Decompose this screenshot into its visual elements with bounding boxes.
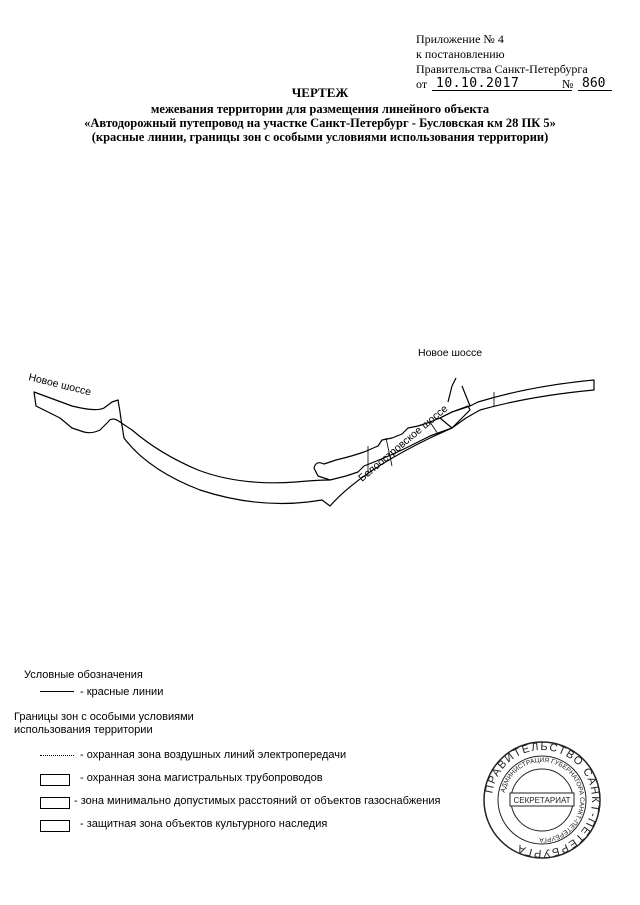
label-beloostrovskoe-shosse: Белоостровское шоссе	[356, 402, 451, 485]
stamp-outer-text-path: ПРАВИТЕЛЬСТВО САНКТ-ПЕТЕРБУРГА	[483, 740, 602, 860]
official-stamp	[482, 740, 602, 860]
gas-zone-swatch	[40, 797, 70, 809]
legend-zones-heading-2: использования территории	[14, 724, 153, 736]
appendix-line-2: к постановлению	[416, 47, 505, 61]
stamp-center-text: СЕКРЕТАРИАТ	[513, 796, 571, 805]
heritage-zone-swatch	[40, 820, 70, 832]
novoe-shosse-stub-2	[462, 386, 470, 406]
decree-date: 10.10.2017	[436, 76, 520, 91]
number-prefix: №	[562, 77, 574, 91]
document-title	[0, 86, 640, 144]
legend-item-power-lines: - охранная зона воздушных линий электропередачи	[80, 749, 347, 761]
appendix-line-1: Приложение № 4	[416, 32, 504, 46]
legend-heading: Условные обозначения	[24, 669, 143, 681]
legend-item-gas: - зона минимально допустимых расстояний от объектов газоснабжения	[74, 795, 441, 807]
title-line-2: межевания территории для размещения линейного объекта	[150, 102, 490, 116]
power-line-zone-symbol	[40, 755, 74, 756]
red-line-boundaries	[34, 378, 594, 506]
red-line-symbol	[40, 691, 74, 692]
map-drawing	[0, 330, 640, 550]
title-line-3: «Автодорожный путепровод на участке Санкт-Петербург - Бусловская км 28 ПК 5»	[84, 116, 556, 130]
appendix-header	[416, 32, 606, 92]
legend-item-heritage: - защитная зона объектов культурного наследия	[80, 818, 328, 830]
stamp-inner-text-path: АДМИНИСТРАЦИЯ ГУБЕРНАТОРА САНКТ-ПЕТЕРБУРГА	[499, 756, 586, 844]
title-line-1: ЧЕРТЕЖ	[291, 85, 349, 100]
label-novoe-shosse-left: Новое шоссе	[27, 371, 93, 399]
title-line-4: (красные линии, границы зон с особыми условиями использования территории)	[91, 130, 549, 144]
legend-item-pipelines: - охранная зона магистральных трубопроводов	[80, 772, 323, 784]
legend-zones-heading-1: Границы зон с особыми условиями	[14, 711, 194, 723]
date-prefix: от	[416, 77, 428, 91]
label-novoe-shosse-right: Новое шоссе	[418, 347, 483, 359]
legend-red-lines: - красные линии	[80, 686, 164, 698]
decree-number: 860	[582, 76, 606, 91]
appendix-line-3: Правительства Санкт-Петербурга	[416, 62, 588, 76]
pipeline-zone-swatch	[40, 774, 70, 786]
novoe-shosse-stub	[448, 378, 456, 402]
